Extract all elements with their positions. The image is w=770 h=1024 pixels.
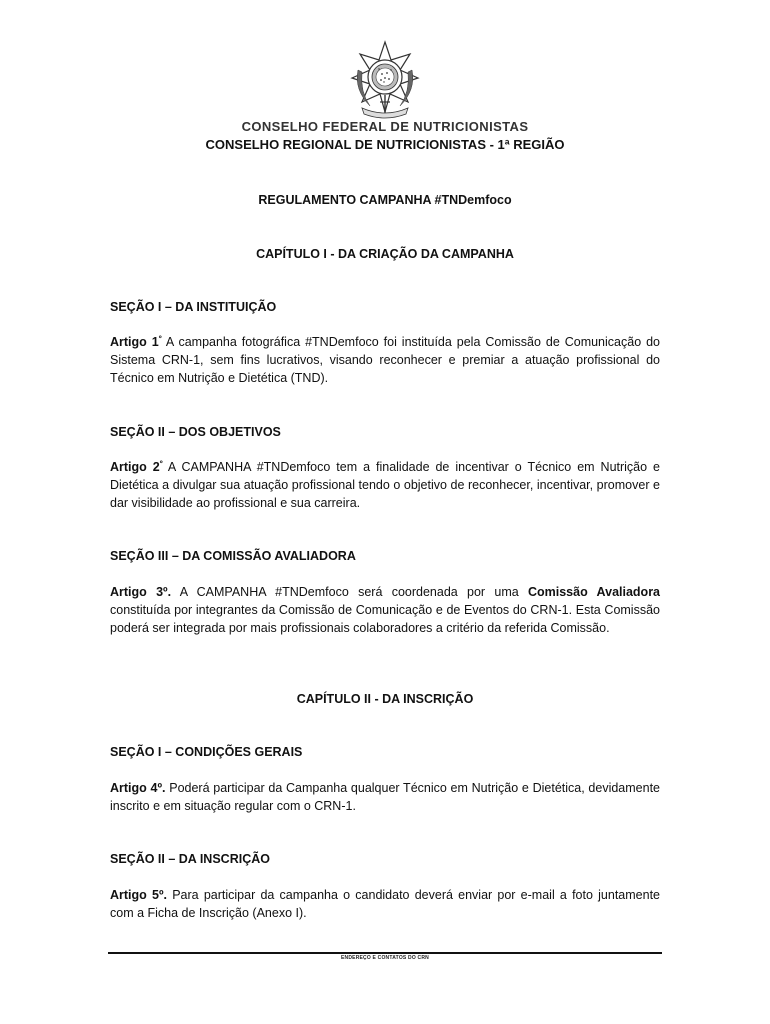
chapter-2-title: CAPÍTULO II - DA INSCRIÇÃO bbox=[296, 692, 474, 706]
article-2-text: A CAMPANHA #TNDemfoco tem a finalidade de incentivar o Técnico em Nutrição e Dietética a divulgar sua atuação profissional tendo o objetivo de reconhecer, incentivar, promover e dar visibilidade ao profissional e sua carreira. bbox=[110, 460, 660, 510]
section-2-2-title: SEÇÃO II – DA INSCRIÇÃO bbox=[110, 852, 270, 866]
article-5-text: Para participar da campanha o candidato deverá enviar por e-mail a foto juntamente com a Ficha de Inscrição (Anexo I). bbox=[110, 888, 660, 920]
article-4-paragraph bbox=[110, 779, 660, 815]
article-3-bold-term: Comissão Avaliadora bbox=[527, 585, 661, 599]
article-1-label: Artigo $1^º$ bbox=[110, 333, 162, 349]
article-2-paragraph bbox=[110, 458, 660, 512]
federal-council-name: CONSELHO FEDERAL DE NUTRICIONISTAS bbox=[241, 119, 529, 134]
section-1-1-title: SEÇÃO I – DA INSTITUIÇÃO bbox=[110, 300, 277, 314]
chapter-1-title: CAPÍTULO I - DA CRIAÇÃO DA CAMPANHA bbox=[256, 247, 514, 261]
article-3-label: Artigo 3º. bbox=[110, 585, 172, 599]
document-title: REGULAMENTO CAMPANHA #TNDemfoco bbox=[258, 193, 512, 207]
article-3-paragraph: Artigo 3º. A CAMPANHA #TNDemfoco será coordenada por uma Comissão Avaliadora constituída por integrantes da Comissão de Comunicação e de Eventos do CRN-1. Esta Comissão poderá ser integrada por mais profissionais colaboradores a critério da referida Comissão. bbox=[110, 585, 661, 635]
article-2-label: Artigo $2^º$ bbox=[110, 458, 163, 474]
article-4-label: Artigo 4º. bbox=[110, 781, 166, 795]
article-4-text: Poderá participar da Campanha qualquer Técnico em Nutrição e Dietética, devidamente inscrito e em situação regular com o CRN-1. bbox=[110, 781, 660, 813]
regional-council-name: CONSELHO REGIONAL DE NUTRICIONISTAS - 1ª REGIÃO bbox=[205, 137, 565, 152]
section-2-1-title: SEÇÃO I – CONDIÇÕES GERAIS bbox=[110, 745, 303, 759]
section-1-3-title: SEÇÃO III – DA COMISSÃO AVALIADORA bbox=[110, 549, 356, 563]
footer-divider bbox=[108, 952, 662, 954]
brazil-coat-of-arms-icon bbox=[344, 40, 426, 122]
article-1-text: A campanha fotográfica #TNDemfoco foi instituída pela Comissão de Comunicação do Sistema CRN-1, sem fins lucrativos, visando reconhecer e premiar a atuação profissional do Técnico em Nutrição e Dietética (TND). bbox=[110, 335, 660, 385]
section-1-2-title: SEÇÃO II – DOS OBJETIVOS bbox=[110, 425, 281, 439]
article-5-paragraph bbox=[110, 886, 660, 922]
article-5-label: Artigo 5º. bbox=[110, 888, 167, 902]
footer-contact-text: ENDEREÇO E CONTATOS DO CRN bbox=[341, 955, 429, 961]
article-1-paragraph bbox=[110, 333, 660, 387]
